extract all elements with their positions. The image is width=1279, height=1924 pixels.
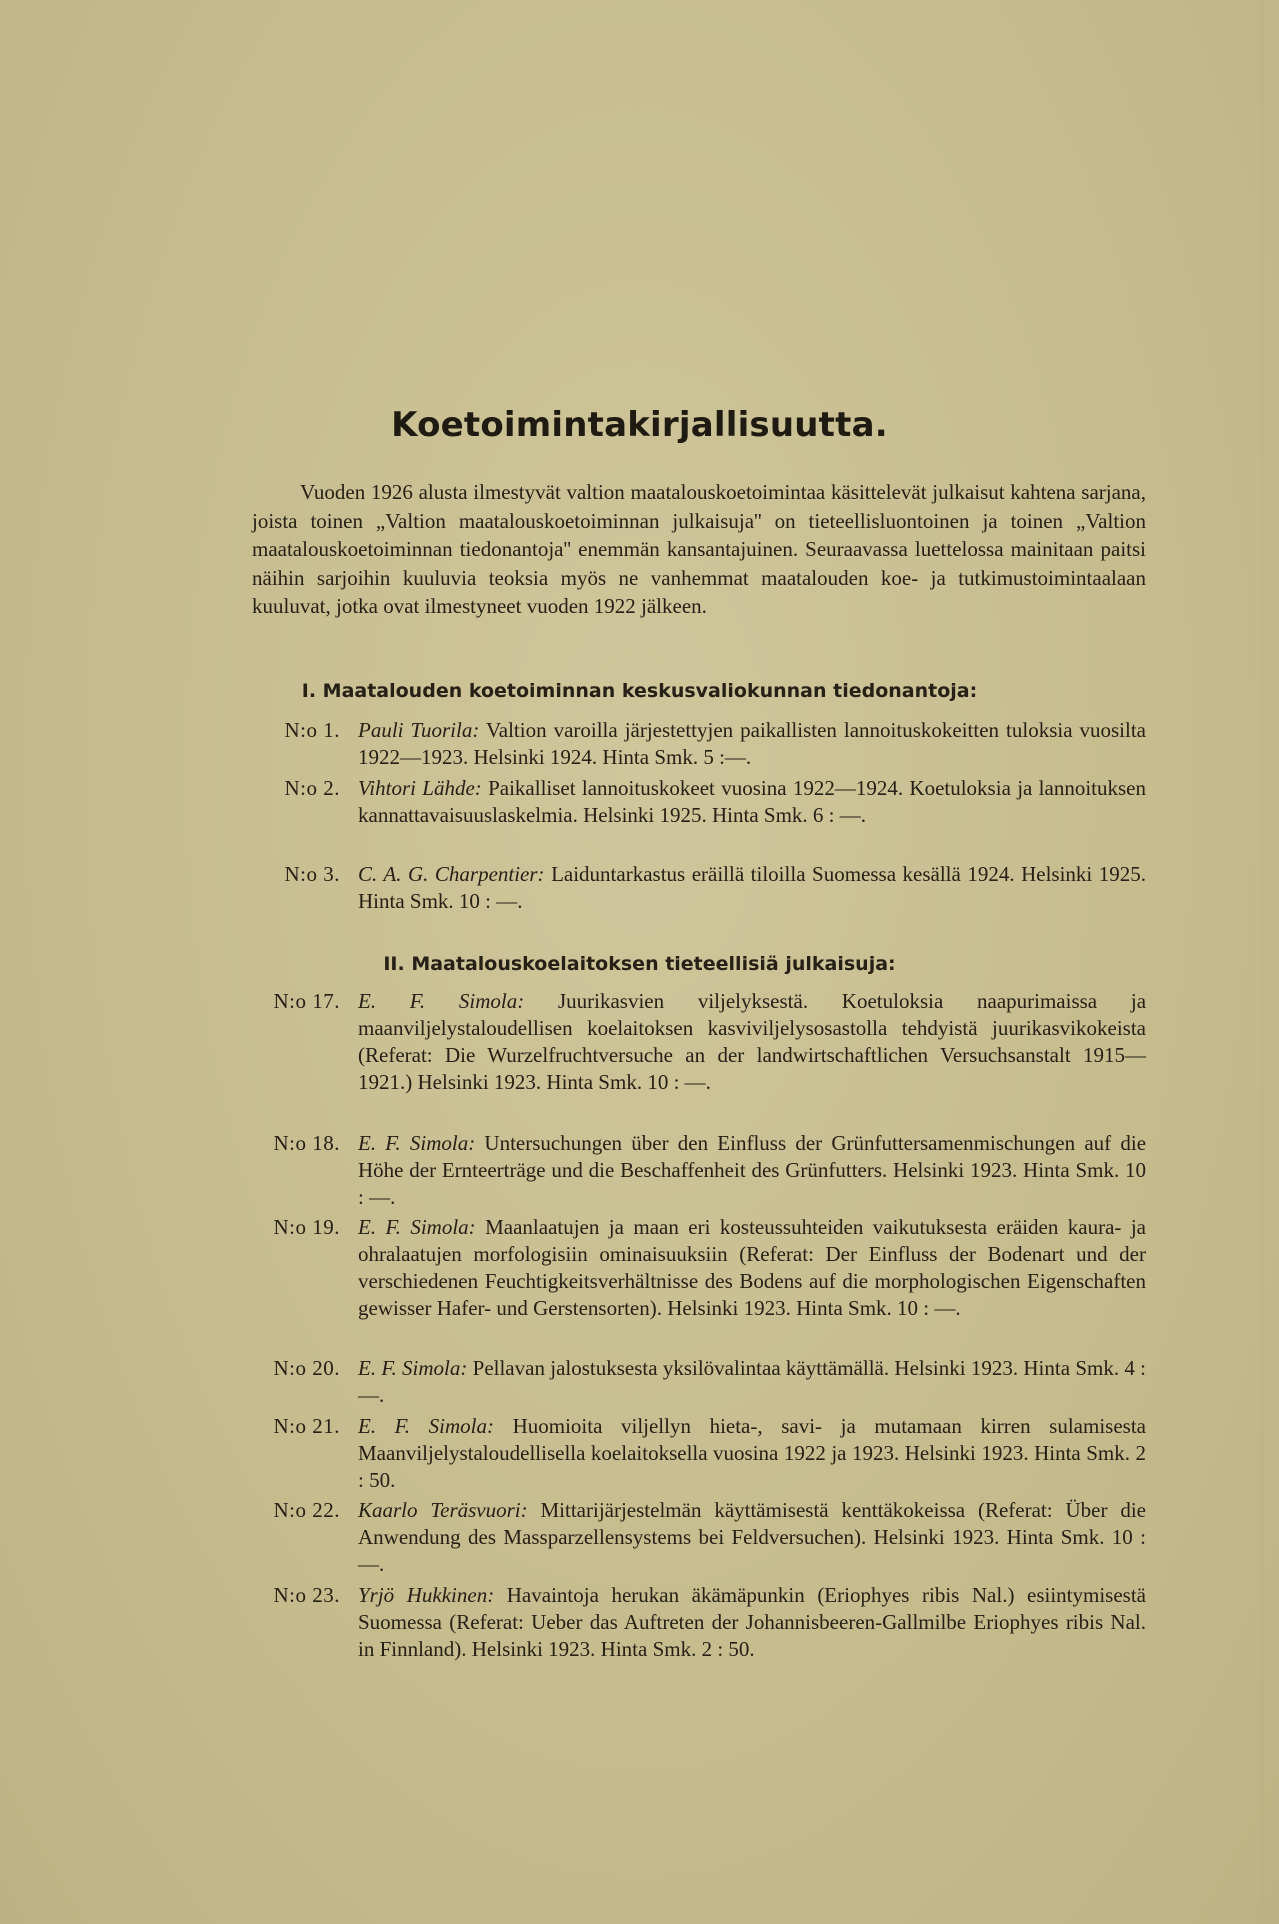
entry-author: Kaarlo Teräsvuori: <box>358 1498 528 1522</box>
entry-author: Yrjö Hukkinen: <box>358 1583 495 1607</box>
entry-body <box>358 717 1146 771</box>
entry-body <box>358 1582 1146 1663</box>
entry-number: N:o 19. <box>273 1215 340 1239</box>
entry-author: E. F. Simola: <box>358 989 525 1013</box>
entry-body <box>358 1355 1146 1409</box>
entry-author: E. F. Simola: <box>358 1414 494 1438</box>
entry-author: C. A. G. Charpentier: <box>358 862 545 886</box>
list-item <box>252 717 1146 771</box>
list-item <box>252 775 1146 829</box>
entry-text: Maanlaatujen ja maan eri kosteussuhteiden vaikutuksesta eräiden kaura- ja ohralaatujen morfologisiin ominaisuuksiin (Referat: Der Einfluss der Bodenart und der verschiedenen Feuchtigkeitsverhältnisse des Bodens auf die morphologischen Eigenschaften gewisser Hafer- und Gerstensorten). Helsinki 1923. Hinta Smk. 10 : —. <box>358 1215 1146 1320</box>
entry-author: Vihtori Lähde: <box>358 776 482 800</box>
entry-body <box>358 988 1146 1096</box>
entry-text: Mittarijärjestelmän käyttämisestä kenttäkokeissa (Referat: Über die Anwendung des Massparzellensystems bei Feldversuchen). Helsinki 1923. Hinta Smk. 10 : —. <box>358 1498 1146 1576</box>
section-heading-1: I. Maatalouden koetoiminnan keskusvaliokunnan tiedonantoja: <box>301 680 978 702</box>
entry-author: E. F. Simola: <box>358 1215 476 1239</box>
list-item <box>252 1582 1146 1663</box>
list-item <box>252 861 1146 915</box>
entry-text: Havaintoja herukan äkämäpunkin (Eriophyes ribis Nal.) esiintymisestä Suomessa (Referat: Ueber das Auftreten der Johannisbeeren-Gallmilbe Eriophyes ribis Nal. in Finnland). Helsinki 1923. Hinta Smk. 2 : 50. <box>358 1583 1146 1661</box>
entry-author: Pauli Tuorila: <box>358 718 480 742</box>
entry-text: Huomioita viljellyn hieta-, savi- ja mutamaan kirren sulamisesta Maanviljelystaloudellisella koelaitoksella vuosina 1922 ja 1923. Helsinki 1923. Hinta Smk. 2 : 50. <box>358 1414 1146 1492</box>
entry-text: Valtion varoilla järjestettyjen paikallisten lannoituskokeitten tuloksia vuosilta 1922—1923. Helsinki 1924. Hinta Smk. 5 :—. <box>358 718 1146 769</box>
entry-number: N:o 18. <box>273 1131 340 1155</box>
entry-author: E. F. Simola: <box>358 1356 468 1380</box>
entry-text: Laiduntarkastus eräillä tiloilla Suomessa kesällä 1924. Helsinki 1925. Hinta Smk. 10 : —. <box>358 862 1147 913</box>
section-heading-2: II. Maatalouskoelaitoksen tieteellisiä julkaisuja: <box>383 953 896 975</box>
entry-number: N:o 20. <box>273 1356 340 1380</box>
entry-body <box>358 1214 1146 1322</box>
entry-body <box>358 1130 1146 1211</box>
entry-author: E. F. Simola: <box>358 1131 476 1155</box>
list-item <box>252 1413 1146 1494</box>
entry-number: N:o 2. <box>284 776 340 800</box>
entry-body <box>358 861 1146 915</box>
entry-text: Paikalliset lannoituskokeet vuosina 1922—1924. Koetuloksia ja lannoituksen kannattavaisuuslaskelmia. Helsinki 1925. Hinta Smk. 6 : —. <box>358 776 1146 827</box>
entry-number: N:o 22. <box>273 1498 340 1522</box>
intro-paragraph: Vuoden 1926 alusta ilmestyvät valtion maatalouskoetoimintaa käsittelevät julkaisut kahtena sarjana, joista toinen „Valtion maatalouskoetoiminnan julkaisuja'' on tieteellisluontoinen ja toinen „Valtion maatalouskoetoiminnan tiedonantoja'' enemmän kansantajuinen. Seuraavassa luettelossa mainitaan paitsi näihin sarjoihin kuuluvia teoksia myös ne vanhemmat maatalouden koe- ja tutkimustoimintaalaan kuuluvat, jotka ovat ilmestyneet vuoden 1922 jälkeen. <box>252 480 1146 618</box>
list-item <box>252 1497 1146 1578</box>
list-item <box>252 1214 1146 1322</box>
list-item <box>252 1130 1146 1211</box>
entry-body <box>358 1413 1146 1494</box>
entry-number: N:o 21. <box>273 1414 340 1438</box>
entry-text: Untersuchungen über den Einfluss der Grünfuttersamenmischungen auf die Höhe der Ernteerträge und die Beschaffenheit des Grünfutters. Helsinki 1923. Hinta Smk. 10 : —. <box>358 1131 1147 1209</box>
entry-number: N:o 17. <box>273 989 340 1013</box>
entry-number: N:o 1. <box>284 718 340 742</box>
entry-text: Juurikasvien viljelyksestä. Koetuloksia naapurimaissa ja maanviljelystaloudellisen koelaitoksen kasviviljelysosastolla tehdyistä juurikasvikokeista (Referat: Die Wurzelfruchtversuche an der landwirtschaftlichen Versuchsanstalt 1915—1921.) Helsinki 1923. Hinta Smk. 10 : —. <box>358 989 1147 1094</box>
list-item <box>252 988 1146 1096</box>
page-title: Koetoimintakirjallisuutta. <box>391 405 888 445</box>
entry-body <box>358 775 1146 829</box>
entry-number: N:o 23. <box>273 1583 340 1607</box>
entry-body <box>358 1497 1146 1578</box>
list-item <box>252 1355 1146 1409</box>
entry-text: Pellavan jalostuksesta yksilövalintaa käyttämällä. Helsinki 1923. Hinta Smk. 4 : —. <box>358 1356 1147 1407</box>
entry-number: N:o 3. <box>284 862 340 886</box>
